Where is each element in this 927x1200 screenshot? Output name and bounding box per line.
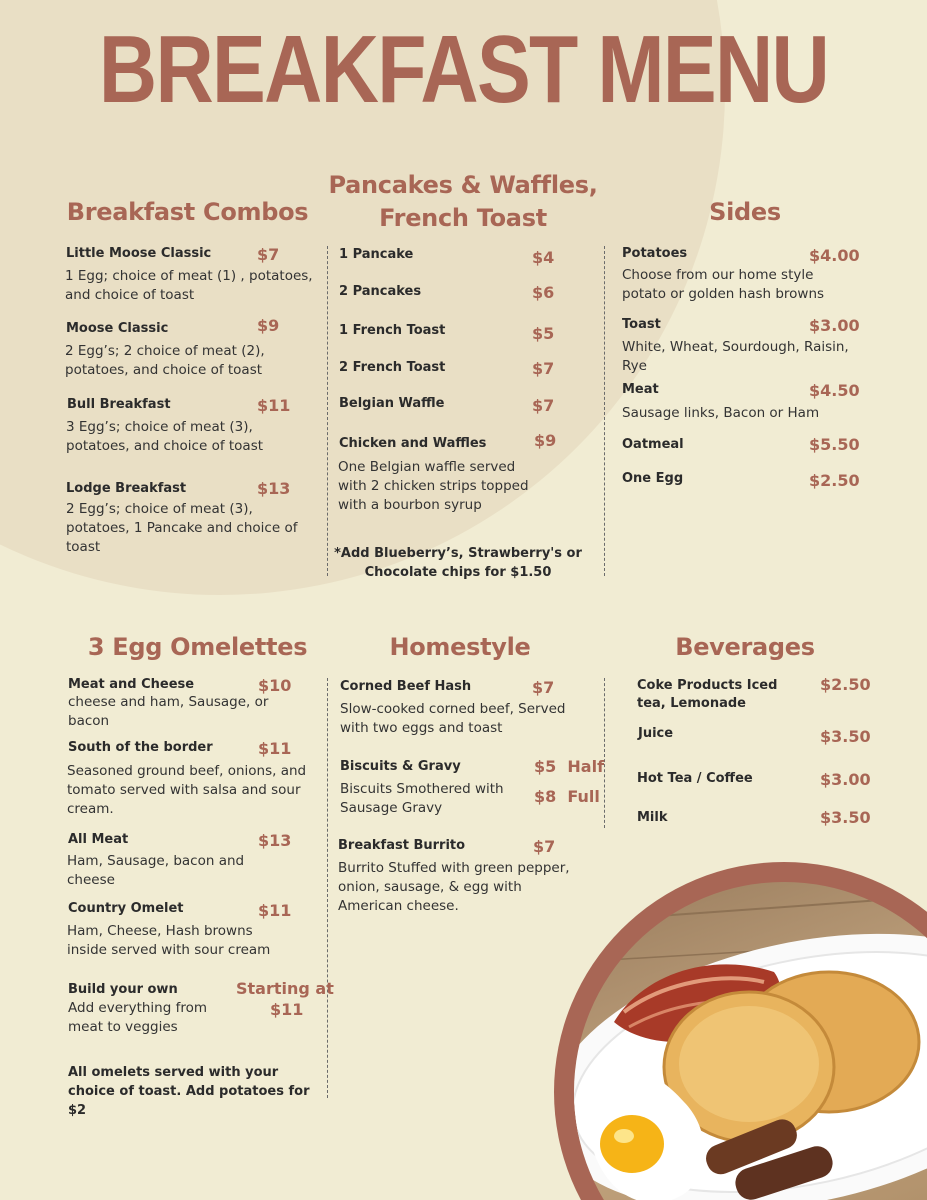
- item-desc: 3 Egg’s; choice of meat (3), potatoes, and choice of toast: [66, 419, 264, 454]
- item-price: $3.50: [820, 727, 871, 746]
- item-name: 1 Pancake: [339, 247, 414, 262]
- item-price: $10: [258, 676, 292, 695]
- item-name: All Meat: [68, 832, 129, 847]
- item-name: 1 French Toast: [339, 323, 446, 338]
- item-name: Toast: [622, 317, 661, 332]
- item-desc: Ham, Cheese, Hash browns inside served with sour cream: [67, 923, 271, 958]
- item-desc: Burrito Stuffed with green pepper, onion, sausage, & egg with American cheese.: [338, 860, 570, 914]
- item-name: Little Moose Classic: [66, 246, 212, 261]
- item-desc: Sausage links, Bacon or Ham: [622, 405, 820, 421]
- item-price: $2.50: [809, 471, 860, 490]
- item-price: $3.00: [820, 770, 871, 789]
- divider-line: [327, 246, 328, 576]
- item-price: $4.00: [809, 246, 860, 265]
- heading-omelettes: 3 Egg Omelettes: [87, 633, 308, 661]
- item-name: South of the border: [68, 740, 213, 755]
- item-price: $5: [532, 324, 555, 343]
- item-name: 2 French Toast: [339, 360, 446, 375]
- item-name: Corned Beef Hash: [340, 679, 472, 694]
- item-desc: 1 Egg; choice of meat (1) , potatoes, and choice of toast: [65, 268, 313, 303]
- item-desc: White, Wheat, Sourdough, Raisin, Rye: [622, 339, 849, 374]
- item-name: Oatmeal: [622, 437, 684, 452]
- divider-line: [604, 246, 605, 576]
- item-name: Belgian Waffle: [339, 396, 445, 411]
- item-price: $4: [532, 248, 555, 267]
- item-price: $3.00: [809, 316, 860, 335]
- item-price: $6: [532, 283, 555, 302]
- item-price: $9: [534, 431, 557, 450]
- item-name: Breakfast Burrito: [338, 838, 466, 853]
- divider-line: [327, 678, 328, 1098]
- breakfast-photo-image: [574, 882, 927, 1200]
- item-price: $3.50: [820, 808, 871, 827]
- item-price-full: $8 Full: [534, 787, 600, 806]
- item-name: Biscuits & Gravy: [340, 759, 461, 774]
- item-price: $4.50: [809, 381, 860, 400]
- item-price: $11: [257, 396, 291, 415]
- menu-title: BREAKFAST MENU: [98, 16, 829, 123]
- breakfast-plate-illustration: [574, 882, 927, 1200]
- pancakes-note: *Add Blueberry’s, Strawberry's or Chocolate chips for $1.50: [334, 546, 582, 580]
- item-price: $7: [532, 678, 555, 697]
- item-name: Chicken and Waffles: [339, 436, 487, 451]
- item-name: Bull Breakfast: [67, 397, 171, 412]
- item-price: $7: [533, 837, 556, 856]
- omelettes-note: All omelets served with your choice of toast. Add potatoes for $2: [68, 1065, 310, 1118]
- item-name: Potatoes: [622, 246, 688, 261]
- breakfast-photo: [554, 862, 927, 1200]
- item-name: Build your own: [68, 982, 178, 997]
- item-desc: Choose from our home style potato or golden hash browns: [622, 267, 825, 302]
- item-desc: Slow-cooked corned beef, Served with two eggs and toast: [340, 701, 566, 736]
- item-name: Juice: [638, 726, 674, 741]
- item-name: Hot Tea / Coffee: [637, 771, 753, 786]
- item-desc: Ham, Sausage, bacon and cheese: [67, 853, 245, 888]
- item-price: $9: [257, 316, 280, 335]
- heading-pancakes-waffles: Pancakes & Waffles, French Toast: [328, 171, 598, 233]
- item-price: $13: [257, 479, 291, 498]
- item-name: Country Omelet: [68, 901, 184, 916]
- item-price: $7: [532, 396, 555, 415]
- item-name: 2 Pancakes: [339, 284, 422, 299]
- item-price: $5.50: [809, 435, 860, 454]
- item-desc: 2 Egg’s; 2 choice of meat (2), potatoes, and choice of toast: [65, 343, 265, 378]
- item-desc: One Belgian waffle served with 2 chicken strips topped with a bourbon syrup: [338, 459, 529, 513]
- heading-homestyle: Homestyle: [389, 633, 531, 661]
- item-price: $2.50: [820, 675, 871, 694]
- item-name: Meat: [622, 382, 659, 397]
- item-price: $11: [270, 1000, 304, 1019]
- item-name: Lodge Breakfast: [66, 481, 187, 496]
- item-price: $7: [257, 245, 280, 264]
- item-desc: cheese and ham, Sausage, or bacon: [68, 694, 269, 729]
- item-name: Coke Products Iced tea, Lemonade: [637, 678, 778, 711]
- item-name: Moose Classic: [66, 321, 169, 336]
- divider-line: [604, 678, 605, 828]
- item-name: One Egg: [622, 471, 684, 486]
- item-price: $11: [258, 739, 292, 758]
- item-desc: Add everything from meat to veggies: [68, 1000, 208, 1035]
- heading-breakfast-combos: Breakfast Combos: [66, 198, 309, 226]
- item-desc: 2 Egg’s; choice of meat (3), potatoes, 1 Pancake and choice of toast: [66, 501, 298, 555]
- item-price: $5 Half: [534, 757, 605, 776]
- item-desc: Biscuits Smothered with Sausage Gravy: [340, 781, 504, 816]
- heading-beverages: Beverages: [675, 633, 815, 661]
- item-price: $11: [258, 901, 292, 920]
- item-price: $7: [532, 359, 555, 378]
- heading-sides: Sides: [709, 198, 781, 226]
- item-name: Milk: [637, 810, 668, 825]
- item-price: $13: [258, 831, 292, 850]
- item-name: Meat and Cheese: [68, 677, 195, 692]
- item-price-label: Starting at: [236, 979, 334, 998]
- item-desc: Seasoned ground beef, onions, and tomato served with salsa and sour cream.: [67, 763, 307, 817]
